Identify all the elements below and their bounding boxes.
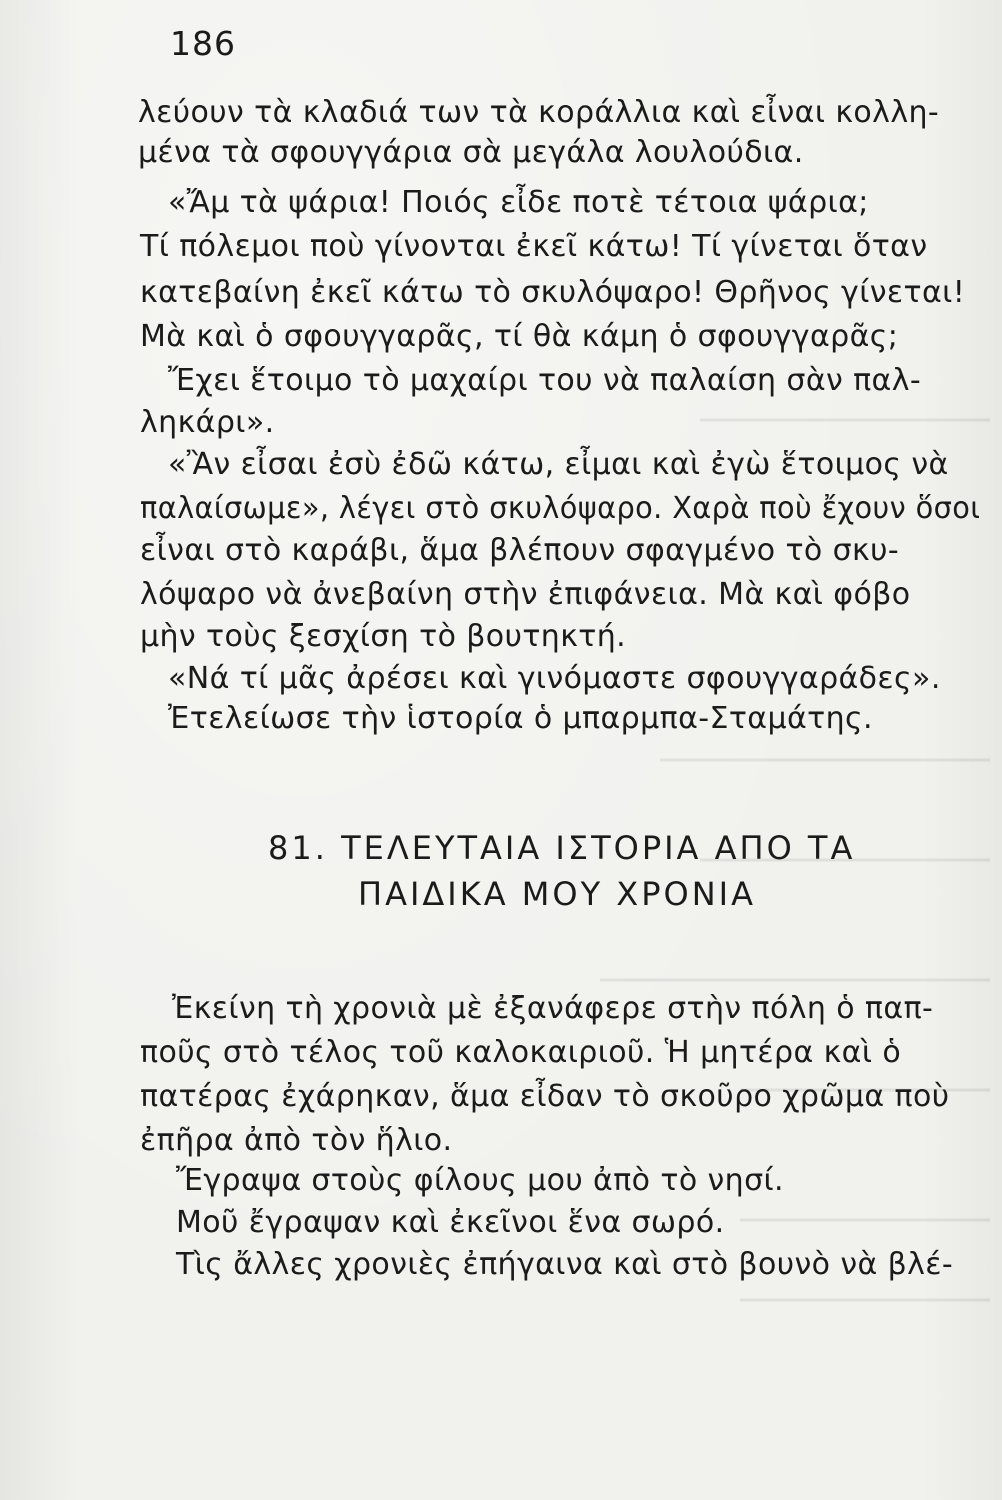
text-line: Μὰ καὶ ὁ σφουγγαρᾶς, τί θὰ κάμη ὁ σφουγγαρᾶς; [140,319,899,354]
text-line: «Ἂν εἶσαι ἐσὺ ἐδῶ κάτω, εἶμαι καὶ ἐγὼ ἕτοιμος νὰ [168,447,949,482]
text-line: Ἐκείνη τὴ χρονιὰ μὲ ἐξανάφερε στὴν πόλη ὁ παπ- [172,991,934,1026]
text-line: «Ἄμ τὰ ψάρια! Ποιός εἶδε ποτὲ τέτοια ψάρια; [168,185,869,220]
text-line: Ἐτελείωσε τὴν ἱστορία ὁ μπαρμπα-Σταμάτης. [168,701,873,736]
text-line: μένα τὰ σφουγγάρια σὰ μεγάλα λουλούδια. [138,135,804,170]
text-line: μὴν τοὺς ξεσχίση τὸ βουτηκτή. [140,619,627,654]
text-line: λεύουν τὰ κλαδιά των τὰ κοράλλια καὶ εἶναι κολλη- [138,95,940,130]
text-line: ποῦς στὸ τέλος τοῦ καλοκαιριοῦ. Ἡ μητέρα καὶ ὁ [140,1035,902,1070]
text-line: «Νά τί μᾶς ἀρέσει καὶ γινόμαστε σφουγγαράδες». [168,661,941,696]
text-line: Ἔγραψα στοὺς φίλους μου ἀπὸ τὸ νησί. [176,1163,784,1198]
text-line: Μοῦ ἔγραψαν καὶ ἐκεῖνοι ἕνα σωρό. [176,1205,725,1240]
text-line: Τὶς ἄλλες χρονιὲς ἐπήγαινα καὶ στὸ βουνὸ νὰ βλέ- [176,1247,954,1282]
text-line: κατεβαίνη ἐκεῖ κάτω τὸ σκυλόψαρο! Θρῆνος γίνεται! [140,275,966,310]
text-line: ληκάρι». [140,405,275,440]
text-line: εἶναι στὸ καράβι, ἅμα βλέπουν σφαγμένο τὸ σκυ- [140,533,900,568]
text-line: παλαίσωμε», λέγει στὸ σκυλόψαρο. Χαρὰ ποὺ ἔχουν ὅσοι [140,491,981,526]
chapter-title-line-1: 81. ΤΕΛΕΥΤΑΙΑ ΙΣΤΟΡΙΑ ΑΠΟ ΤΑ [268,829,856,867]
text-line: λόψαρο νὰ ἀνεβαίνη στὴν ἐπιφάνεια. Μὰ καὶ φόβο [140,577,911,612]
page-number: 186 [170,24,236,63]
text-line: πατέρας ἐχάρηκαν, ἅμα εἶδαν τὸ σκοῦρο χρῶμα ποὺ [140,1079,950,1114]
text-line: ἐπῆρα ἀπὸ τὸν ἥλιο. [140,1123,453,1158]
text-line: Τί πόλεμοι ποὺ γίνονται ἐκεῖ κάτω! Τί γίνεται ὅταν [140,229,928,264]
chapter-title-line-2: ΠΑΙΔΙΚΑ ΜΟΥ ΧΡΟΝΙΑ [358,875,756,913]
text-line: Ἔχει ἕτοιμο τὸ μαχαίρι του νὰ παλαίση σὰν παλ- [168,363,922,398]
